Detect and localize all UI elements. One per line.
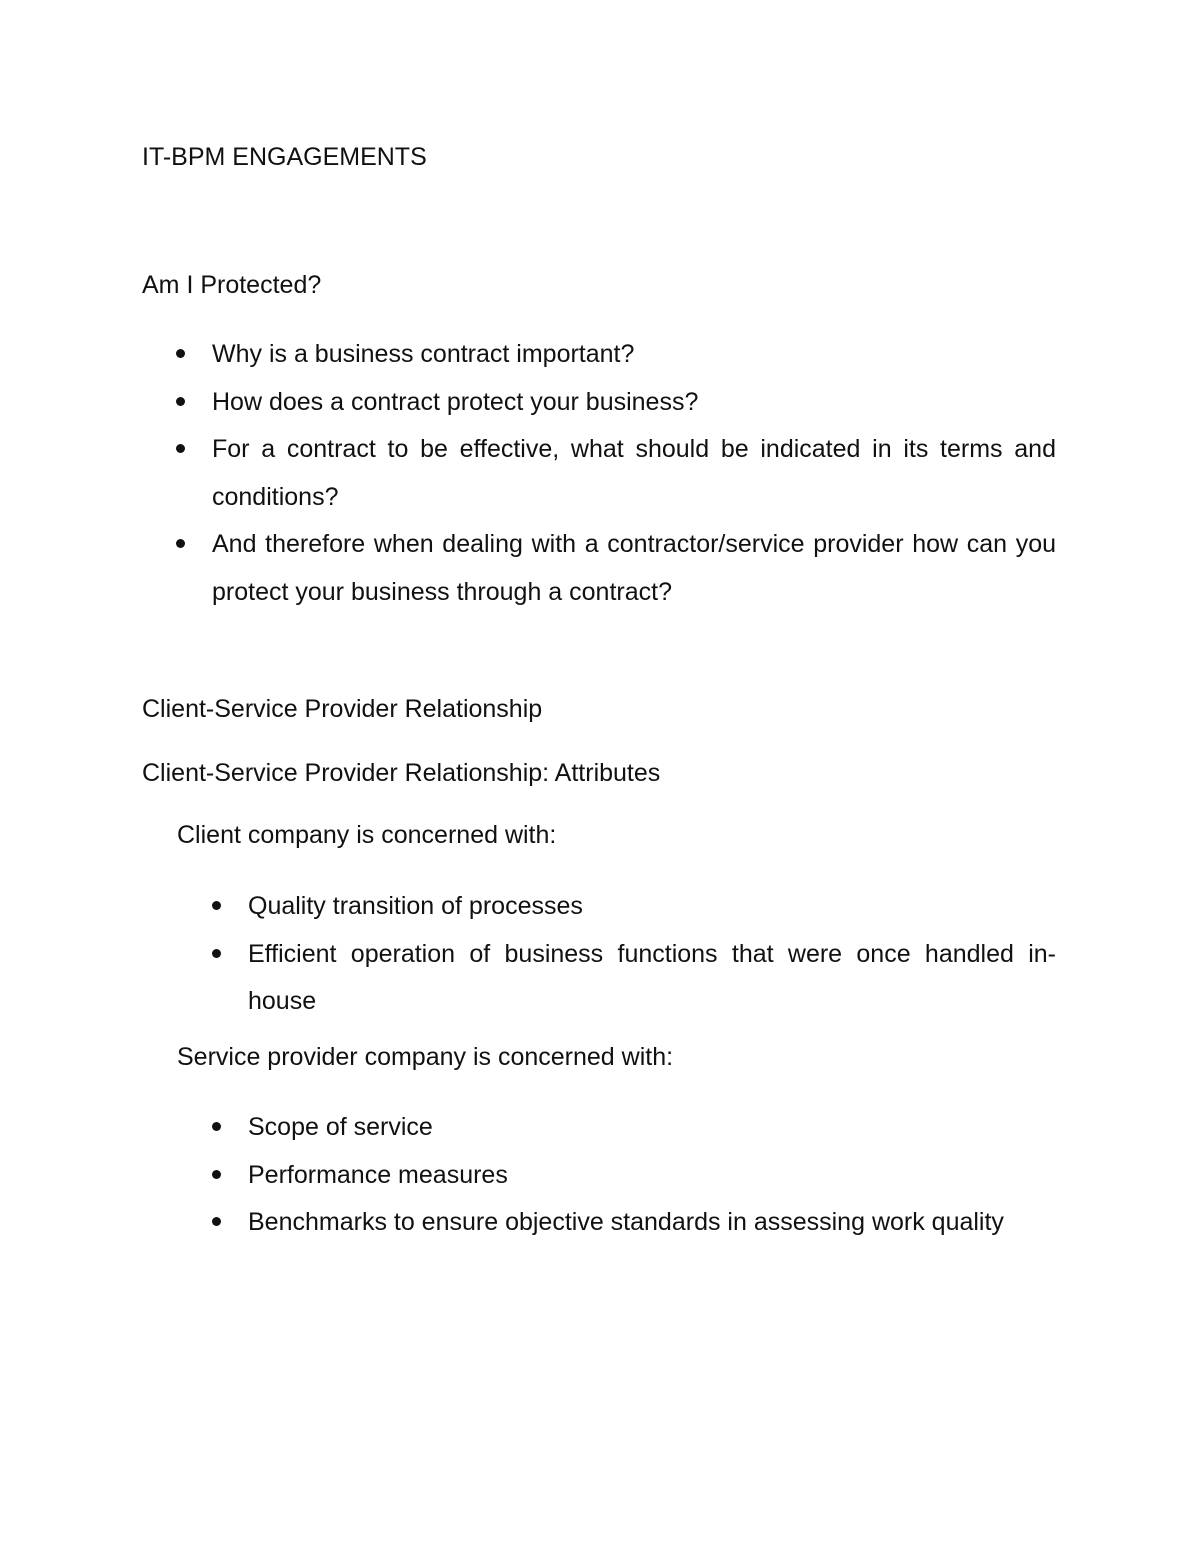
- list-item: [208, 1199, 1056, 1247]
- list-item: [172, 331, 1056, 379]
- document-title: IT-BPM ENGAGEMENTS: [142, 143, 427, 171]
- list-item: [208, 931, 1056, 1026]
- bullet-icon: [210, 1104, 230, 1152]
- protection-questions-list: [172, 331, 1056, 616]
- bullet-icon: [210, 883, 230, 931]
- section-subheading-attributes: Client-Service Provider Relationship: Attributes: [142, 759, 661, 787]
- section-heading-relationship: Client-Service Provider Relationship: [142, 695, 543, 723]
- bullet-icon: [210, 1199, 230, 1247]
- client-intro: Client company is concerned with:: [177, 821, 557, 849]
- bullet-icon: [174, 331, 194, 379]
- list-item-text: And therefore when dealing with a contractor/service provider how can you protect your business through a contract?: [212, 530, 1056, 606]
- bullet-icon: [210, 931, 230, 979]
- list-item-text: Performance measures: [248, 1160, 508, 1189]
- list-item-text: Quality transition of processes: [248, 892, 583, 920]
- client-concerns-list: [208, 883, 1056, 1026]
- list-item-text: Why is a business contract important?: [212, 340, 635, 368]
- list-item-text: For a contract to be effective, what should be indicated in its terms and conditions?: [212, 435, 1056, 511]
- bullet-icon: [174, 521, 194, 569]
- list-item: [172, 379, 1056, 427]
- list-item: [172, 521, 1056, 616]
- list-item: [208, 1104, 1056, 1152]
- bullet-icon: [210, 1152, 230, 1200]
- list-item: [208, 883, 1056, 931]
- bullet-icon: [174, 379, 194, 427]
- list-item-text: How does a contract protect your business?: [212, 387, 699, 416]
- list-item: [208, 1152, 1056, 1200]
- provider-intro: Service provider company is concerned with:: [177, 1043, 674, 1071]
- list-item-text: Benchmarks to ensure objective standards in assessing work quality: [248, 1208, 1004, 1236]
- list-item: [172, 426, 1056, 521]
- section-heading-protected: Am I Protected?: [142, 271, 322, 299]
- provider-concerns-list: [208, 1104, 1056, 1247]
- bullet-icon: [174, 426, 194, 474]
- list-item-text: Scope of service: [248, 1113, 433, 1141]
- list-item-text: Efficient operation of business functions that were once handled in-house: [248, 939, 1056, 1015]
